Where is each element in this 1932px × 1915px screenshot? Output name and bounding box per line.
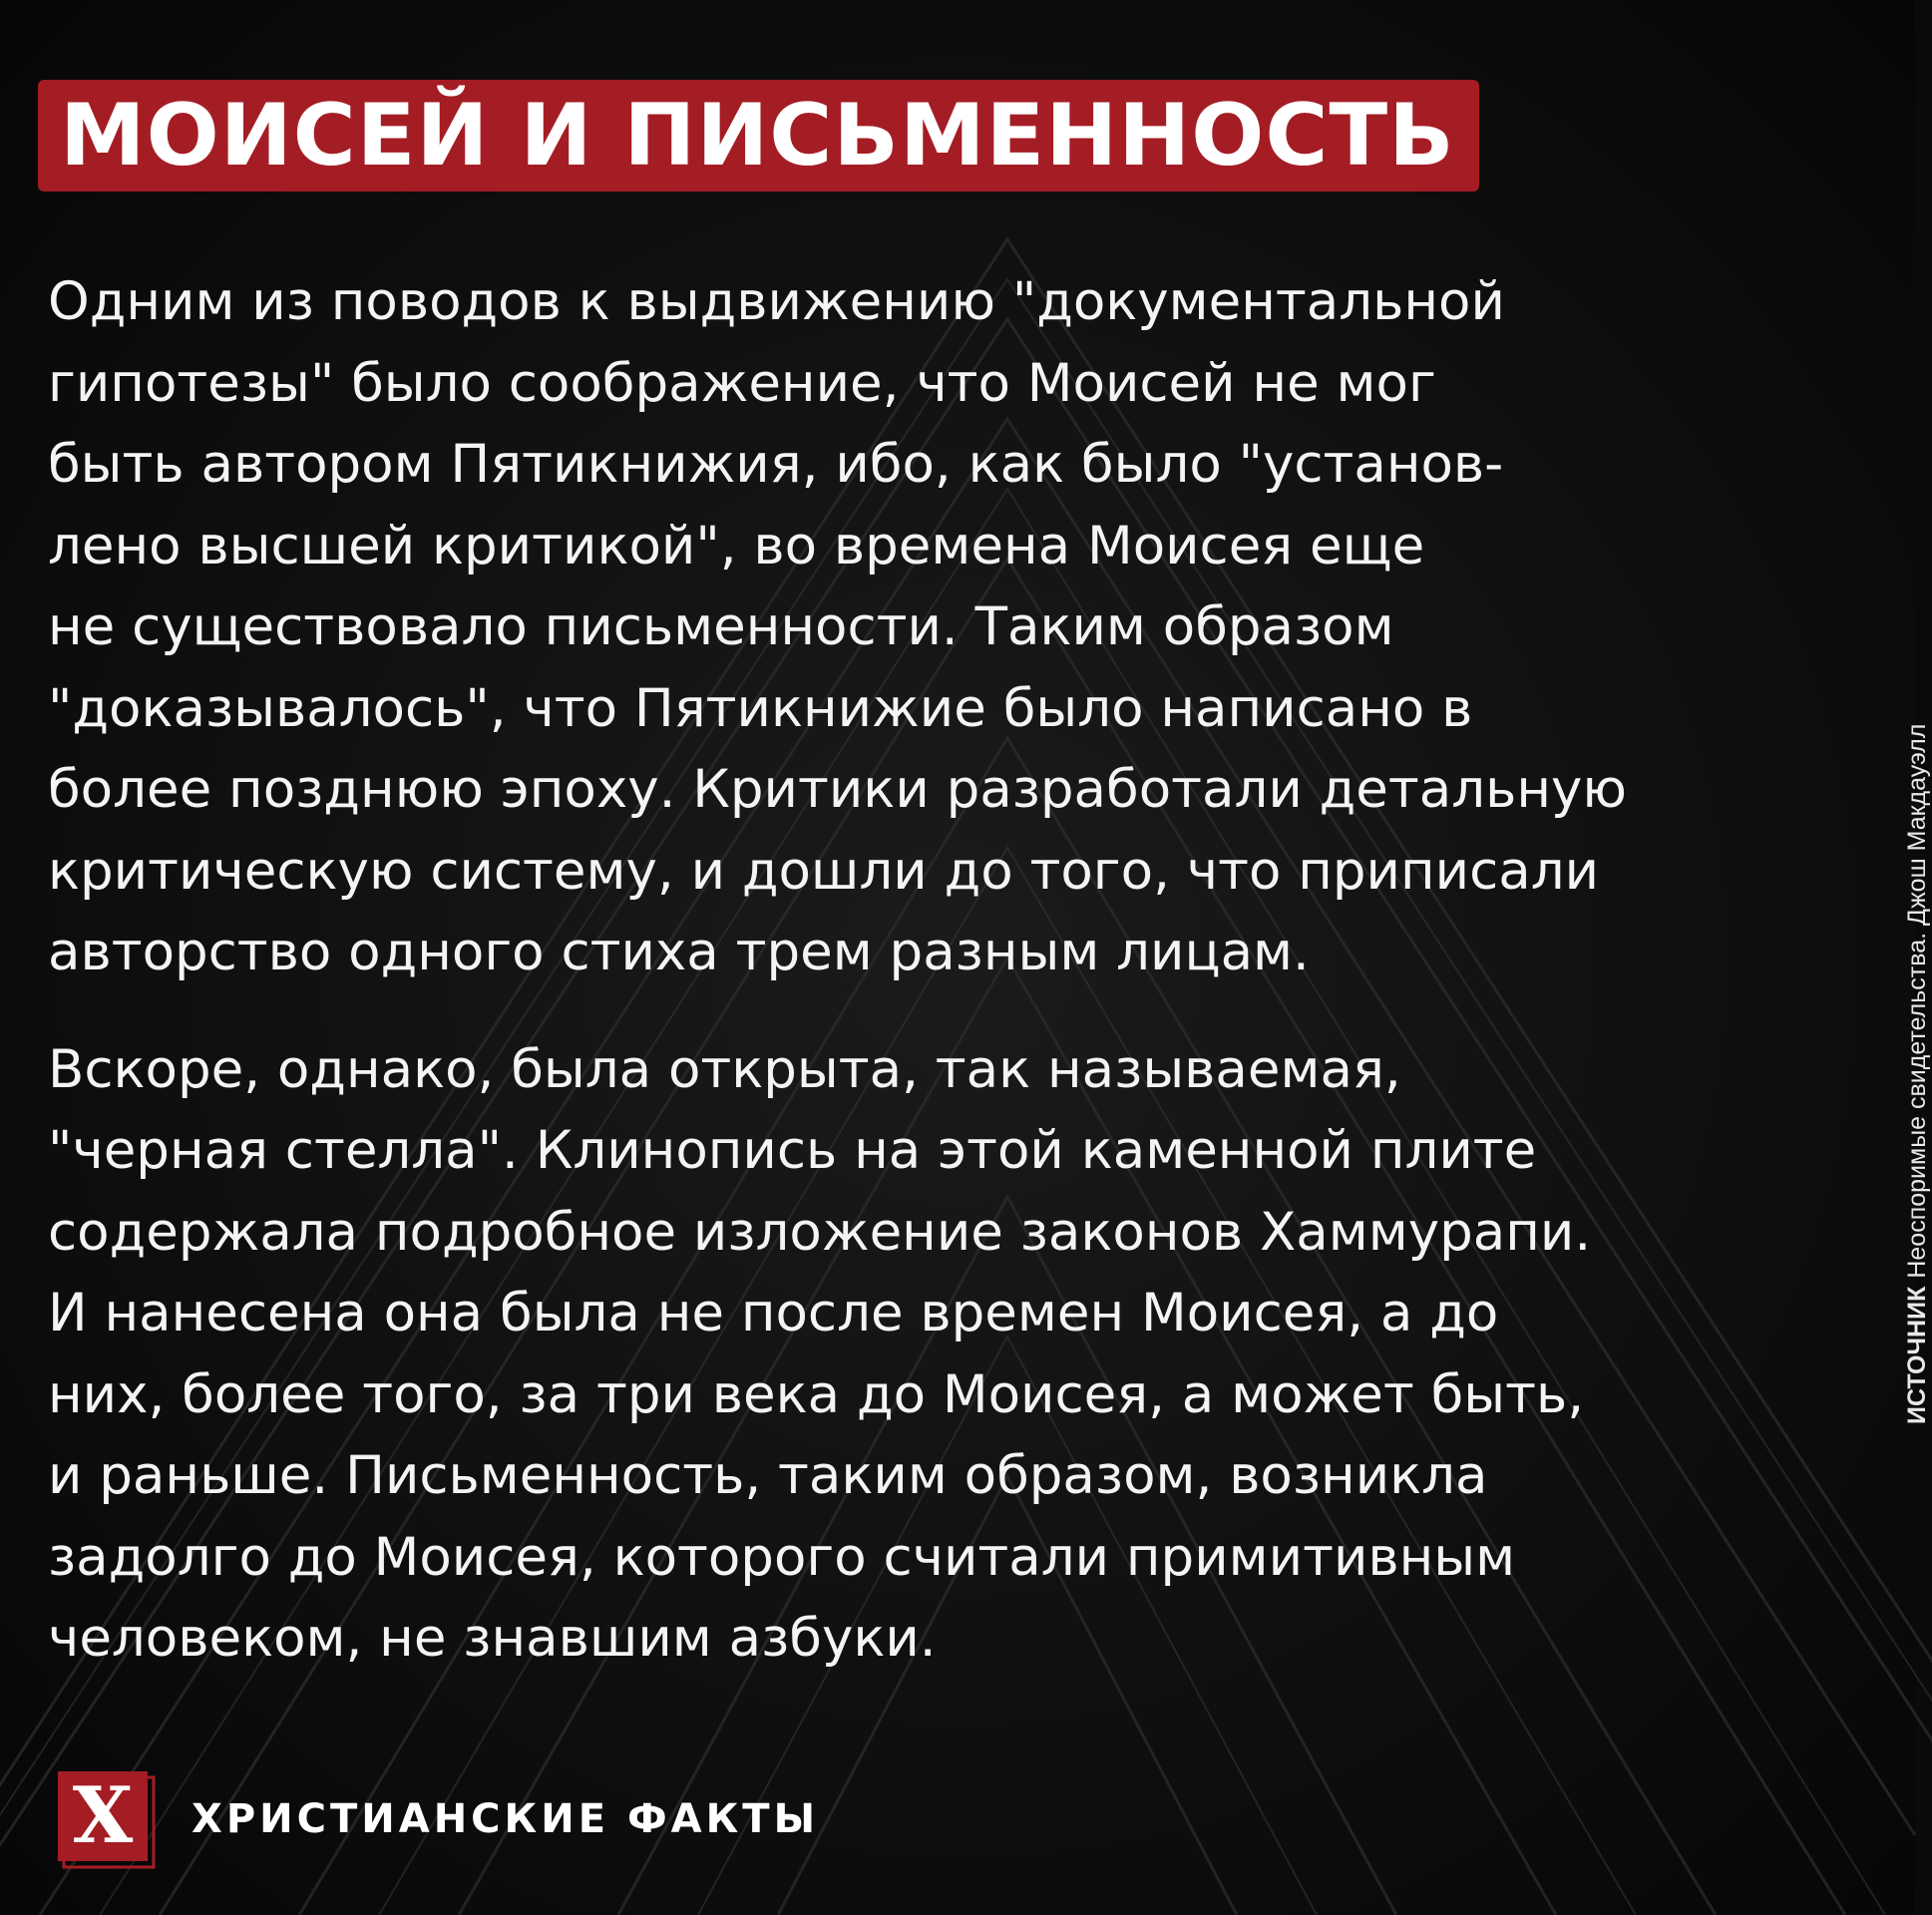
source-label: ИСТОЧНИК [1903,1286,1931,1424]
text-line: содержала подробное изложение законов Хаммурапи. [48,1201,1592,1263]
text-line: задолго до Моисея, которого считали примитивным [48,1526,1516,1588]
text-line: И нанесена она была не после времен Моисея, а до [48,1283,1499,1343]
text-line: более позднюю эпоху. Критики разработали детальную [48,759,1628,820]
text-line: лено высшей критикой", во времена Моисея еще [48,515,1425,576]
text-line: быть автором Пятикнижия, ибо, как было "установ- [48,434,1504,495]
text-line: Одним из поводов к выдвижению "документальной [48,271,1505,332]
paragraph-1 [48,261,1734,993]
text-line: них, более того, за три века до Моисея, а может быть, [48,1363,1585,1425]
text-line: не существовало письменности. Таким образом [48,596,1394,657]
logo-letter: X [58,1771,148,1861]
text-line: критическую систему, и дошли до того, что приписали [48,840,1600,902]
brand-logo [58,1771,154,1867]
paragraph-2 [48,1029,1734,1680]
text-line: "черная стелла". Клинопись на этой каменной плите [48,1120,1537,1181]
source-text: Неоспоримые свидетельства. Джош Макдауэлл [1903,723,1931,1279]
text-line: гипотезы" было соображение, что Моисей не мог [48,352,1436,414]
article-body [48,261,1734,1716]
text-line: Вскоре, однако, была открыта, так называемая, [48,1038,1401,1100]
footer-brand [58,1771,819,1867]
brand-name: ХРИСТИАНСКИЕ ФАКТЫ [192,1796,820,1842]
text-line: и раньше. Письменность, таким образом, возникла [48,1445,1488,1506]
text-line: "доказывалось", что Пятикнижие было написано в [48,677,1473,739]
text-line: авторство одного стиха трем разным лицам. [48,922,1310,982]
title-banner [38,80,1479,192]
page-title: МОИСЕЙ И ПИСЬМЕННОСТЬ [60,86,1455,186]
source-credit [1903,724,1932,1424]
text-line: человеком, не знавшим азбуки. [48,1608,937,1669]
